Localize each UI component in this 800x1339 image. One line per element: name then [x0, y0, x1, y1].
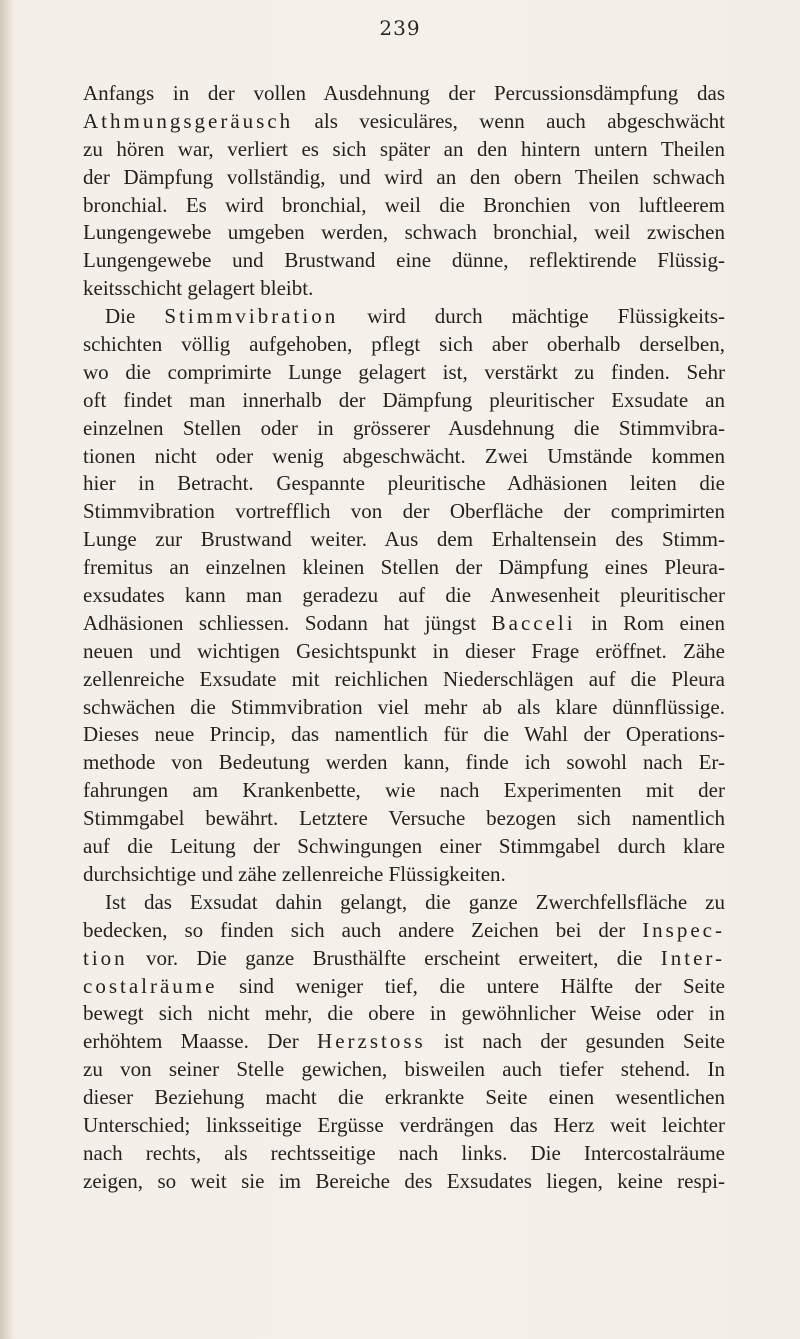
emphasized-term: tion: [83, 945, 128, 970]
text-line: [83, 833, 725, 861]
text-line: [83, 638, 725, 666]
text-line-content: exsudates kann man geradezu auf die Anwesenheit pleuritischer: [83, 583, 725, 608]
text-line-content: nach rechts, als rechtsseitige nach links. Die Intercostalräume: [83, 1140, 725, 1165]
text-line-content: zeigen, so weit sie im Bereiche des Exsudates liegen, keine respi-: [83, 1168, 725, 1193]
text-line: [83, 303, 725, 331]
text-line-content: erhöhtem Maasse. Der: [83, 1029, 318, 1054]
emphasized-term: Inspec-: [642, 917, 725, 942]
emphasized-term: Athmungsgeräusch: [83, 108, 294, 133]
text-line: [83, 526, 725, 554]
text-line: [83, 610, 725, 638]
text-line: [83, 219, 725, 247]
body-text: [83, 80, 725, 1196]
text-line-content: methode von Bedeutung werden kann, finde ich sowohl nach Er-: [83, 750, 725, 775]
text-line-content: tionen nicht oder wenig abgeschwächt. Zwei Umstände kommen: [83, 443, 725, 468]
text-line: [83, 666, 725, 694]
text-line: [83, 1084, 725, 1112]
text-line-content: der Dämpfung vollständig, und wird an den obern Theilen schwach: [83, 164, 725, 189]
text-line-content: vor. Die ganze Brusthälfte erscheint erweitert, die: [127, 945, 661, 970]
text-line-content: fremitus an einzelnen kleinen Stellen der Dämpfung eines Pleura-: [83, 555, 725, 580]
text-line-content: Lungengewebe umgeben werden, schwach bronchial, weil zwischen: [83, 220, 725, 245]
emphasized-term: Herzstoss: [317, 1029, 426, 1054]
text-line: [83, 917, 725, 945]
text-line: [83, 554, 725, 582]
text-line-content: Unterschied; linksseitige Ergüsse verdrängen das Herz weit leichter: [83, 1112, 725, 1137]
text-line-content: durchsichtige und zähe zellenreiche Flüssigkeiten.: [83, 861, 506, 886]
text-line-content: wird durch mächtige Flüssigkeits-: [338, 304, 726, 329]
text-line: [83, 136, 725, 164]
text-line-content: schichten völlig aufgehoben, pflegt sich aber oberhalb derselben,: [83, 332, 725, 357]
text-line: [83, 415, 725, 443]
text-line-content: Lungengewebe und Brustwand eine dünne, reflektirende Flüssig-: [83, 248, 725, 273]
text-line: [83, 498, 725, 526]
text-line-content: bewegt sich nicht mehr, die obere in gewöhnlicher Weise oder in: [83, 1001, 725, 1026]
text-line-content: zu von seiner Stelle gewichen, bisweilen auch tiefer stehend. In: [83, 1057, 725, 1082]
text-line-content: ist nach der gesunden Seite: [425, 1029, 726, 1054]
text-line: [83, 973, 725, 1001]
text-line: [83, 694, 725, 722]
text-line: [83, 1140, 725, 1168]
text-line-content: bronchial. Es wird bronchial, weil die Bronchien von luftleerem: [83, 192, 725, 217]
emphasized-term: Inter-: [660, 945, 725, 970]
text-line: [83, 108, 725, 136]
text-line-content: Ist das Exsudat dahin gelangt, die ganze Zwerchfellsfläche zu: [105, 889, 725, 914]
text-line-content: fahrungen am Krankenbette, wie nach Experimenten mit der: [83, 778, 725, 803]
text-line: [83, 1000, 725, 1028]
page-edge-shadow: [0, 0, 14, 1339]
text-line-content: schwächen die Stimmvibration viel mehr ab als klare dünnflüssige.: [83, 694, 725, 719]
text-line-content: zellenreiche Exsudate mit reichlichen Niederschlägen auf die Pleura: [83, 666, 725, 691]
text-line: [83, 945, 725, 973]
text-line-content: Stimmgabel bewährt. Letztere Versuche bezogen sich namentlich: [83, 806, 725, 831]
text-line-content: keitsschicht gelagert bleibt.: [83, 276, 314, 301]
text-line-content: wo die comprimirte Lunge gelagert ist, verstärkt zu finden. Sehr: [83, 359, 725, 384]
text-line-content: Die: [105, 304, 165, 329]
text-line-content: einzelnen Stellen oder in grösserer Ausdehnung die Stimmvibra-: [83, 415, 725, 440]
page-number: 239: [379, 16, 421, 40]
text-line: [83, 721, 725, 749]
text-line: [83, 1112, 725, 1140]
text-line: [83, 1168, 725, 1196]
text-line: [83, 387, 725, 415]
text-line-content: dieser Beziehung macht die erkrankte Seite einen wesentlichen: [83, 1085, 725, 1110]
text-line: [83, 247, 725, 275]
text-line: [83, 80, 725, 108]
text-line-content: Stimmvibration vortrefflich von der Oberfläche der comprimirten: [83, 499, 725, 524]
text-line: [83, 164, 725, 192]
text-line: [83, 470, 725, 498]
text-line: [83, 192, 725, 220]
text-line-content: bedecken, so finden sich auch andere Zeichen bei der: [83, 917, 643, 942]
text-line-content: Anfangs in der vollen Ausdehnung der Percussionsdämpfung das: [83, 81, 725, 105]
text-line: [83, 331, 725, 359]
emphasized-term: Bacceli: [491, 610, 576, 635]
text-line-content: auf die Leitung der Schwingungen einer Stimmgabel durch klare: [83, 834, 725, 859]
text-line-content: oft findet man innerhalb der Dämpfung pleuritischer Exsudate an: [83, 387, 725, 412]
text-line-content: neuen und wichtigen Gesichtspunkt in dieser Frage eröffnet. Zähe: [83, 638, 725, 663]
text-line: [83, 275, 725, 303]
text-line-content: in Rom einen: [575, 610, 725, 635]
emphasized-term: Stimmvibration: [164, 304, 339, 329]
text-line: [83, 749, 725, 777]
text-line: [83, 777, 725, 805]
text-line: [83, 1028, 725, 1056]
text-line-content: hier in Betracht. Gespannte pleuritische Adhäsionen leiten die: [83, 471, 725, 496]
text-line-content: sind weniger tief, die untere Hälfte der Seite: [217, 973, 725, 998]
text-line-content: als vesiculäres, wenn auch abgeschwächt: [293, 108, 725, 133]
text-line: [83, 443, 725, 471]
text-line-content: Dieses neue Princip, das namentlich für die Wahl der Operations-: [83, 722, 725, 747]
text-line: [83, 1056, 725, 1084]
text-line-content: zu hören war, verliert es sich später an den hintern untern Theilen: [83, 136, 725, 161]
text-line: [83, 805, 725, 833]
text-line: [83, 889, 725, 917]
text-line: [83, 359, 725, 387]
text-line-content: Adhäsionen schliessen. Sodann hat jüngst: [83, 610, 492, 635]
text-line: [83, 861, 725, 889]
emphasized-term: costalräume: [83, 973, 218, 998]
text-line: [83, 582, 725, 610]
text-line-content: Lunge zur Brustwand weiter. Aus dem Erhaltensein des Stimm-: [83, 527, 725, 552]
